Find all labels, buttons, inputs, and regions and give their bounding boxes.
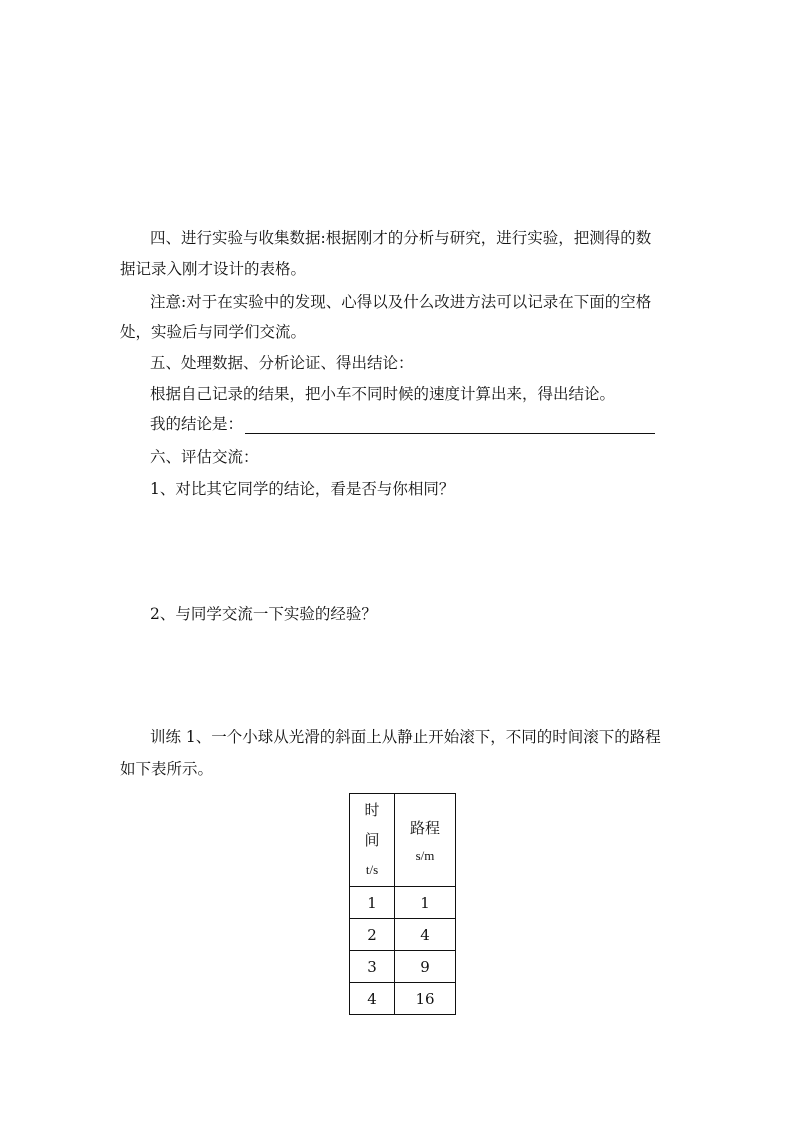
question-2: 2、与同学交流一下实验的经验？: [150, 605, 377, 623]
time-header-char-1: 时: [364, 801, 380, 819]
distance-cell: 1: [395, 887, 456, 919]
exercise-line-2: 如下表所示。: [120, 760, 214, 778]
section-4-line-1: 四、进行实验与收集数据:根据刚才的分析与研究，进行实验，把测得的数: [150, 229, 652, 247]
time-header: [350, 794, 395, 887]
table-row: [350, 887, 456, 919]
time-cell: 3: [350, 951, 395, 983]
exercise-line-1: 训练 1、一个小球从光滑的斜面上从静止开始滚下，不同的时间滚下的路程: [150, 728, 661, 746]
conclusion-label: 我的结论是：: [150, 415, 244, 433]
section-6-title: 六、评估交流：: [150, 448, 259, 466]
note-line-2: 处，实验后与同学们交流。: [120, 323, 307, 341]
time-cell: 1: [350, 887, 395, 919]
section-4-line-2: 据记录入刚才设计的表格。: [120, 260, 307, 278]
section-5-text: 根据自己记录的结果，把小车不同时候的速度计算出来，得出结论。: [150, 385, 616, 403]
question-1: 1、对比其它同学的结论，看是否与你相同？: [150, 480, 455, 498]
distance-header: [395, 794, 456, 887]
time-cell: 2: [350, 919, 395, 951]
table-header-row: [350, 794, 456, 887]
section-5-title: 五、处理数据、分析论证、得出结论：: [150, 354, 414, 372]
note-line-1: 注意:对于在实验中的发现、心得以及什么改进方法可以记录在下面的空格: [150, 293, 652, 311]
time-header-unit: t/s: [365, 862, 379, 877]
time-cell: 4: [350, 983, 395, 1015]
table-row: [350, 951, 456, 983]
distance-cell: 16: [395, 983, 456, 1015]
conclusion-row: [150, 414, 655, 434]
distance-header-label: 路程: [409, 819, 440, 837]
time-header-char-2: 间: [364, 831, 380, 849]
time-distance-table: [349, 793, 456, 1015]
distance-cell: 9: [395, 951, 456, 983]
conclusion-blank[interactable]: [245, 417, 655, 434]
table-row: [350, 919, 456, 951]
distance-header-unit: s/m: [415, 848, 435, 863]
table-row: [350, 983, 456, 1015]
distance-cell: 4: [395, 919, 456, 951]
